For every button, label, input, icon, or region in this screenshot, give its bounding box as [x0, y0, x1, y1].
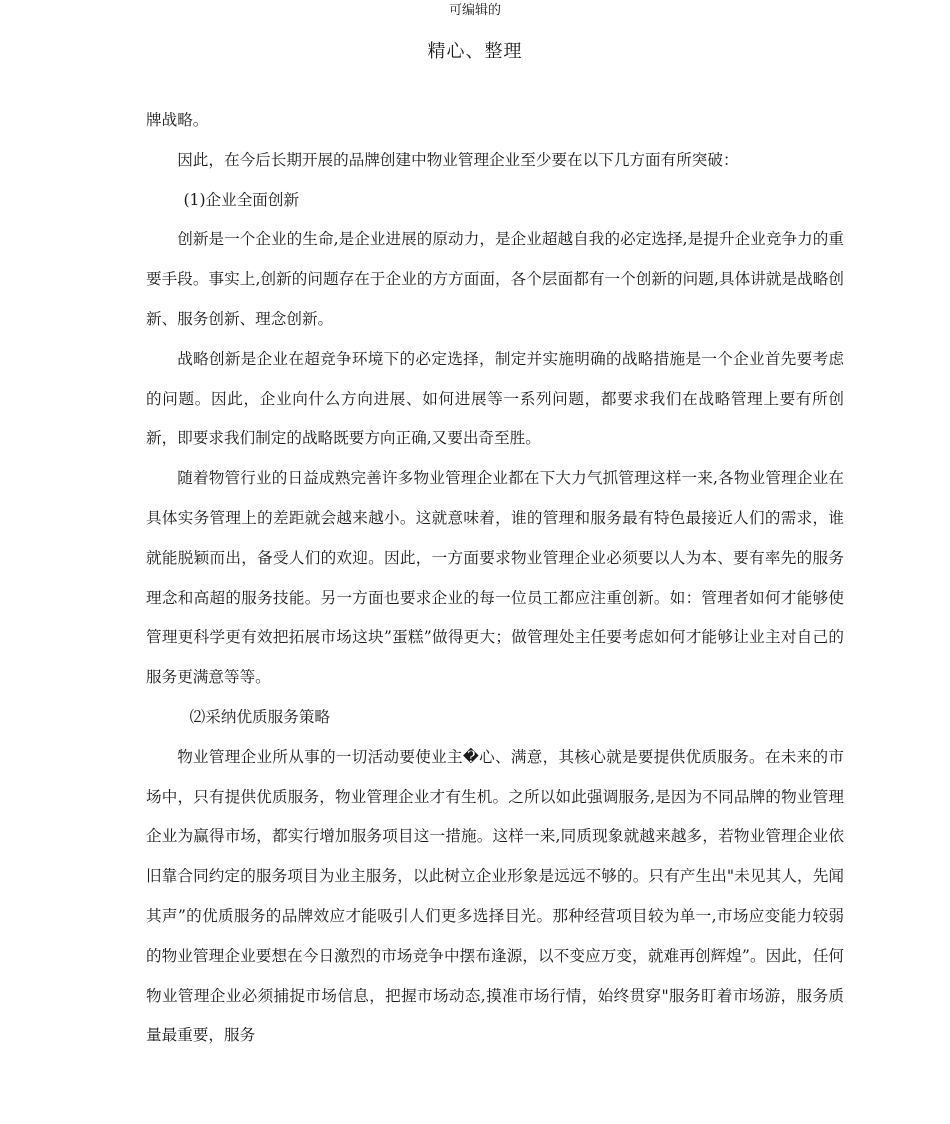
- section-heading-2: ⑵采纳优质服务策略: [189, 707, 331, 726]
- document-body: [146, 101, 844, 1056]
- paragraph-intro: 因此，在今后长期开展的品牌创建中物业管理企业至少要在以下几方面有所突破：: [177, 150, 739, 169]
- paragraph-continuation: 牌战略。: [146, 111, 209, 129]
- header-note: 可编辑的: [448, 3, 501, 18]
- page-title: 精心、整理: [427, 41, 523, 62]
- paragraph-innovation: 创新是一个企业的生命,是企业进展的原动力，是企业超越自我的必定选择,是提升企业竞争力的重要手段。事实上,创新的问题存在于企业的方方面面，各个层面都有一个创新的问题,具体讲就是战略创新、服务创新、理念创新。: [146, 230, 844, 328]
- paragraph-quality-service: 物业管理企业所从事的一切活动要使业主�心、满意，其核心就是要提供优质服务。在未来的市场中，只有提供优质服务，物业管理企业才有生机。之所以如此强调服务,是因为不同品牌的物业管理企业为赢得市场，都实行增加服务项目这一措施。这样一来,同质现象就越来越多，若物业管理企业依旧靠合同约定的服务项目为业主服务，以此树立企业形象是远远不够的。只有产生出"未见其人，先闻其声”的优质服务的品牌效应才能吸引人们更多选择目光。那种经营项目较为单一,市场应变能力较弱的物业管理企业要想在今日激烈的市场竞争中摆布逢源，以不变应万变，就难再创辉煌”。因此，任何物业管理企业必须捕捉市场信息，把握市场动态,摸准市场行情，始终贯穿"服务盯着市场游，服务质量最重要，服务: [146, 747, 844, 1045]
- paragraph-strategy: 战略创新是企业在超竞争环境下的必定选择，制定并实施明确的战略措施是一个企业首先要考虑的问题。因此，企业向什么方向进展、如何进展等一系列问题，都要求我们在战略管理上要有所创新，即要求我们制定的战略既要方向正确,又要出奇至胜。: [146, 349, 844, 448]
- paragraph-industry: 随着物管行业的日益成熟完善许多物业管理企业都在下大力气抓管理这样一来,各物业管理企业在具体实务管理上的差距就会越来越小。这就意味着，谁的管理和服务最有特色最接近人们的需求，谁就能脱颖而出，备受人们的欢迎。因此，一方面要求物业管理企业必须要以人为本、要有率先的服务理念和高超的服务技能。另一方面也要求企业的每一位员工都应注重创新。如：管理者如何才能够使管理更科学更有效把拓展市场这块”蛋糕”做得更大；做管理处主任要考虑如何才能够让业主对自己的服务更满意等等。: [146, 469, 844, 687]
- section-heading-1: (1)企业全面创新: [183, 190, 300, 209]
